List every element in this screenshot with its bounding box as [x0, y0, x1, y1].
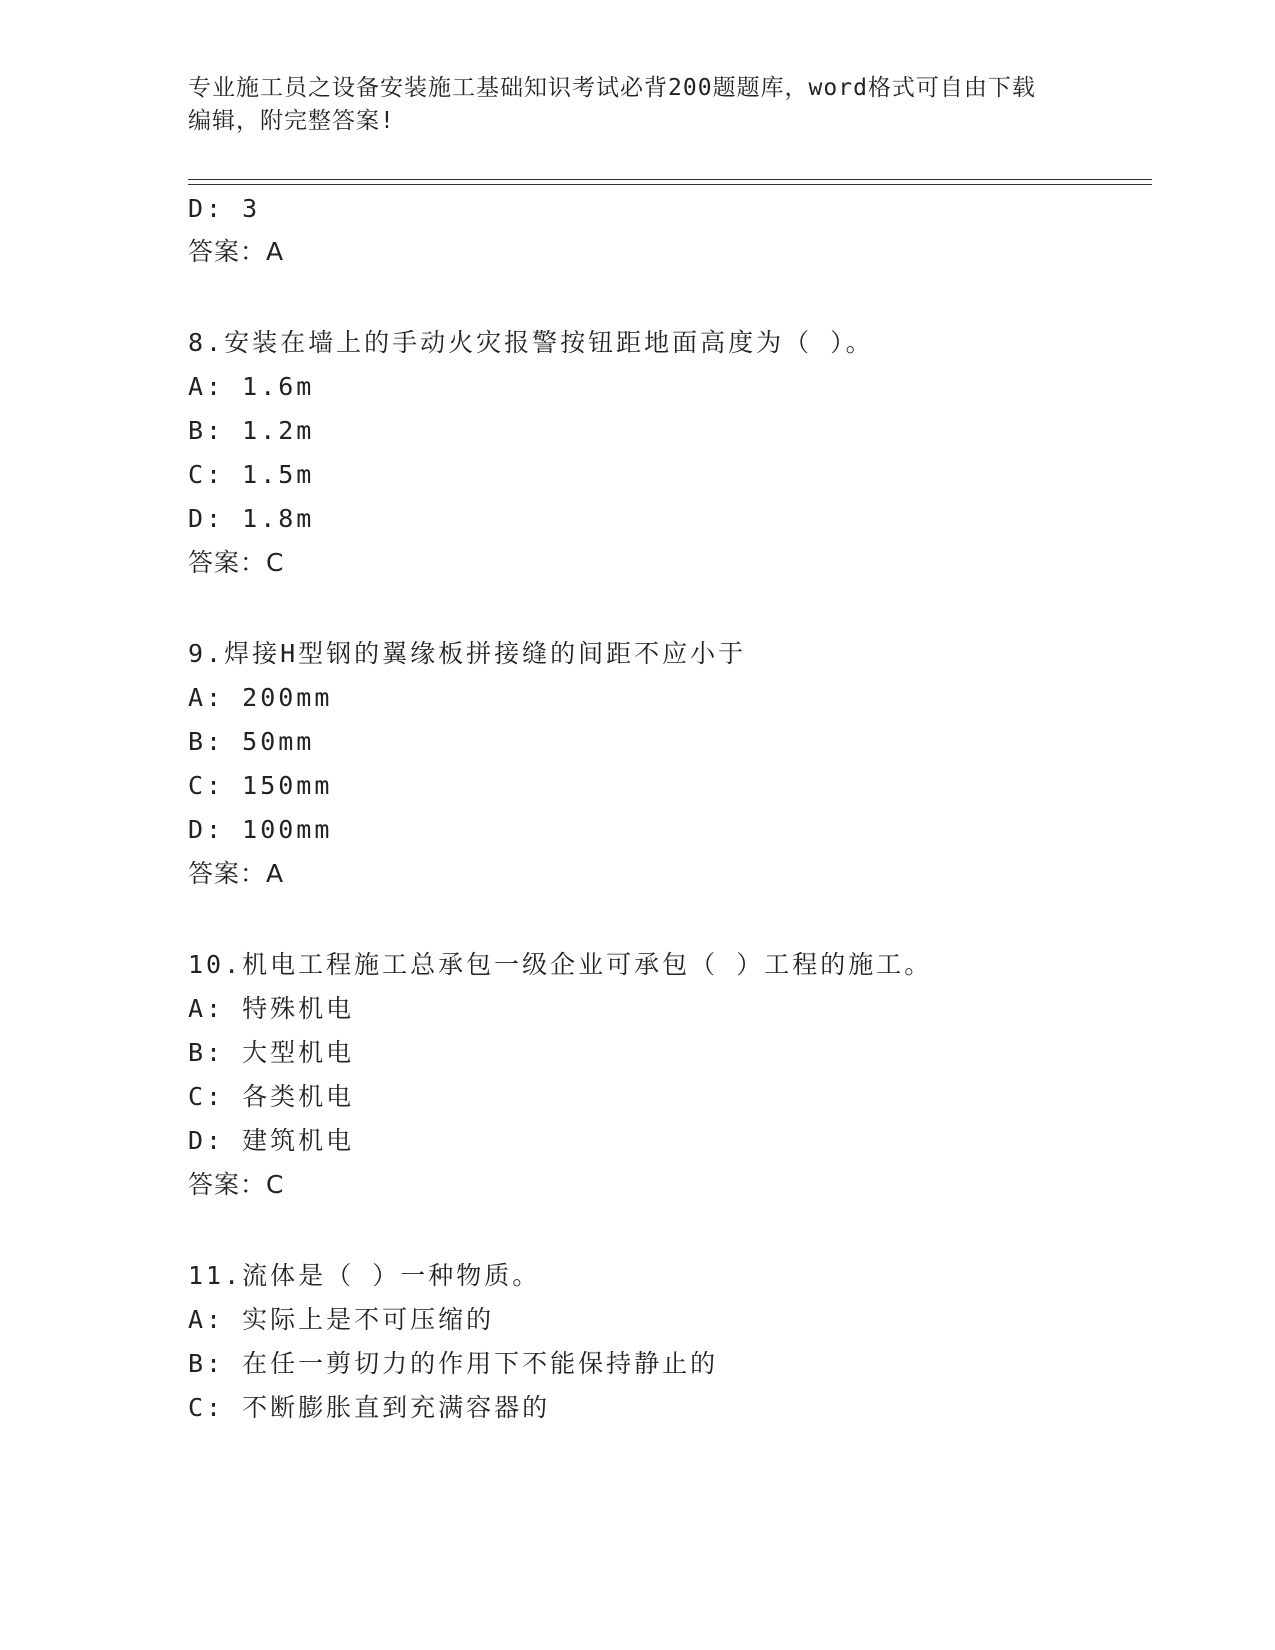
question-9-answer: 答案：A — [188, 859, 285, 888]
question-8-answer: 答案：C — [188, 548, 285, 577]
question-11-option-a: A: 实际上是不可压缩的 — [188, 1305, 495, 1334]
question-9-option-b: B: 50mm — [188, 727, 315, 756]
header-title-line-1: 专业施工员之设备安装施工基础知识考试必背200题题库，word格式可自由下载 — [188, 75, 1036, 101]
header-divider-bottom — [188, 184, 1152, 185]
question-8-stem: 8.安装在墙上的手动火灾报警按钮距地面高度为（ ）。 — [188, 328, 874, 357]
question-9-option-c: C: 150mm — [188, 771, 333, 800]
question-8-option-a: A: 1.6m — [188, 372, 315, 401]
question-11-stem: 11.流体是（ ）一种物质。 — [188, 1261, 541, 1290]
header-divider-top — [188, 179, 1152, 180]
question-10-option-d: D: 建筑机电 — [188, 1126, 355, 1155]
question-10-option-c: C: 各类机电 — [188, 1082, 355, 1111]
answer-previous: 答案：A — [188, 237, 285, 266]
question-9-stem: 9.焊接H型钢的翼缘板拼接缝的间距不应小于 — [188, 639, 747, 668]
header-title-line-2: 编辑，附完整答案! — [188, 108, 395, 134]
question-10-option-b: B: 大型机电 — [188, 1038, 355, 1067]
question-9-option-d: D: 100mm — [188, 815, 333, 844]
question-11-option-b: B: 在任一剪切力的作用下不能保持静止的 — [188, 1349, 719, 1378]
question-8-option-c: C: 1.5m — [188, 460, 315, 489]
question-8-option-d: D: 1.8m — [188, 504, 315, 533]
question-8-option-b: B: 1.2m — [188, 416, 315, 445]
question-9-option-a: A: 200mm — [188, 683, 333, 712]
question-10-stem: 10.机电工程施工总承包一级企业可承包（ ）工程的施工。 — [188, 950, 933, 979]
option-d-previous: D: 3 — [188, 194, 261, 223]
question-10-answer: 答案：C — [188, 1170, 285, 1199]
document-header — [188, 72, 1088, 138]
question-11-option-c: C: 不断膨胀直到充满容器的 — [188, 1393, 551, 1422]
question-10-option-a: A: 特殊机电 — [188, 994, 355, 1023]
